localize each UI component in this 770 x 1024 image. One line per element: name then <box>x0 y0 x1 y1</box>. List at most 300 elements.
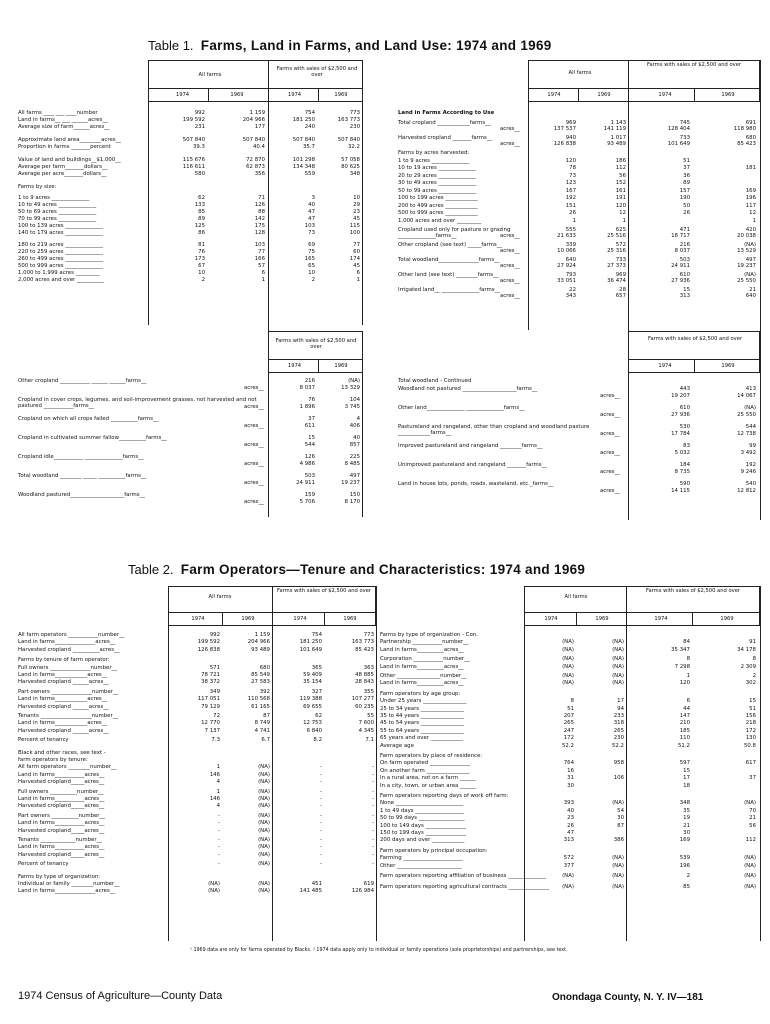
t2-right-value: 51 <box>749 705 756 712</box>
t2-right-value: 218 <box>745 720 756 727</box>
t1-lower-value: 37 <box>308 416 315 422</box>
t1-right-value: 117 <box>745 202 756 209</box>
t1-right-value2: 141 119 <box>603 126 626 133</box>
t1-right-value: 503 <box>679 257 690 263</box>
t1-right-lower-value: 413 <box>745 386 756 392</box>
t1-right-value: 151 <box>565 202 576 209</box>
t1-r-hdr-sales: Farms with sales of $2,500 and over <box>646 62 742 68</box>
t1-right-lower-value: 83 <box>683 443 690 449</box>
t1-left-value: 40.4 <box>252 144 265 150</box>
t2-left-value: 107 277 <box>351 696 374 703</box>
t1-left-label: Average per farm_______dollars__ <box>18 164 108 170</box>
t1-right-lower-value: (NA) <box>744 405 756 411</box>
t1-right-value2: 27 924 <box>557 263 576 270</box>
t1-left-value: 356 <box>254 171 265 177</box>
t1-lower-value2: 5 706 <box>299 498 315 505</box>
footer-right: Onondaga County, N. Y. IV—181 <box>552 992 704 1003</box>
t1-right-sub: acres__ <box>500 248 520 255</box>
t1-left-label: 10 to 49 acres ______________ <box>18 202 97 208</box>
t1-right-value: 22 <box>569 287 576 293</box>
t2-left-value: 392 <box>259 688 270 695</box>
t1-left-value: 3 <box>311 195 315 201</box>
t1-right-lower-value2: 19 207 <box>671 392 690 399</box>
t2-left-label: Farms by tenure of farm operator: <box>18 657 110 664</box>
table2-title-text: Farm Operators—Tenure and Characteristics: 1974 and 1969 <box>180 562 586 577</box>
t1-right-lower-value: 590 <box>679 481 690 487</box>
t1-right-value: 640 <box>565 257 576 263</box>
t1-lower-value2: 406 <box>349 422 360 429</box>
t2-left-value: (NA) <box>208 881 220 887</box>
t2-left-value: 117 051 <box>197 696 220 703</box>
t1-left-value: 40 <box>308 202 315 208</box>
t1-right-sub: acres__ <box>500 278 520 285</box>
t1-right-lower-value: 544 <box>745 424 756 430</box>
t2-left-label: Percent of tenancy <box>18 861 69 868</box>
t1-left-label: 140 to 179 acres ______________ <box>18 230 104 236</box>
t2-right-value: (NA) <box>562 680 574 687</box>
t1-lower-label: Woodland pastured____________________farms__ <box>18 492 145 498</box>
t1-left-value: 559 <box>304 171 315 177</box>
t1-left-value: 181 250 <box>292 117 315 123</box>
t1-right-value: 969 <box>565 120 576 126</box>
t1-lower-sub: acres__ <box>244 498 264 505</box>
t2-right-value: 110 <box>679 735 690 742</box>
t2-right-value: (NA) <box>612 663 624 670</box>
t2-right-label: None _________________________ <box>380 800 464 807</box>
t2-right-value: 2 <box>686 873 690 879</box>
t2-left-label: Land in farms___________acres__ <box>18 771 105 778</box>
t1-right-lower-sub: acres__ <box>600 430 620 437</box>
t2-right-value: 51.2 <box>677 742 690 749</box>
t1-hdr-all-farms: All farms <box>198 72 222 78</box>
t1-right-value2: 93 489 <box>607 141 626 148</box>
t1-lower-label: Cropland in cover crops, legumes, and soil-improvement grasses, not harvested and not pastured ___________farms__ <box>18 397 257 410</box>
t2-left-value: 27 583 <box>251 679 270 686</box>
t2-hdr-sales: Farms with sales of $2,500 and over <box>276 588 372 594</box>
t1-lower-value2: 611 <box>304 422 315 429</box>
t2-right-label: In a rural area, not on a farm ______ <box>380 775 476 782</box>
t2-right-value: 16 <box>567 767 574 774</box>
t1-right-value: 745 <box>679 120 690 126</box>
t2-right-label: 35 to 44 years ________________ <box>380 713 464 719</box>
t2-right-value: (NA) <box>562 663 574 670</box>
t1-right-lower-value2: 12 738 <box>737 430 756 437</box>
t1-right-value: 196 <box>745 195 756 201</box>
t1-right-label: 100 to 199 acres ____________ <box>398 195 478 201</box>
t1-left-value: 39.3 <box>192 144 205 150</box>
t1-right-section-title: Land in Farms According to Use <box>398 110 495 116</box>
t2-left-value: 126 984 <box>351 888 374 895</box>
t1-left-value: 10 <box>198 270 205 276</box>
t1-right-value: 793 <box>565 272 576 278</box>
t1-right-value: 969 <box>615 272 626 278</box>
t2-right-value: 21 <box>683 822 690 829</box>
t1-left-value: 57 058 <box>341 157 360 163</box>
t2-left-value: 93 489 <box>251 646 270 653</box>
t2-r-hdr-sales: Farms with sales of $2,500 and over <box>645 588 741 594</box>
t2-left-value: 12 770 <box>201 720 220 727</box>
t2-left-value: 7 137 <box>204 727 220 734</box>
t1-left-value: 75 <box>308 249 315 255</box>
t1-right-value2: 27 373 <box>607 263 626 270</box>
t2-left-value: (NA) <box>258 881 270 887</box>
t1-right-value: 572 <box>615 242 626 248</box>
t1-left-value: 507 840 <box>292 137 315 143</box>
t1-right-value: 190 <box>679 195 690 201</box>
t1-right-value2: 313 <box>679 293 690 300</box>
t2-right-value: (NA) <box>612 855 624 862</box>
t2-right-value: 40 <box>567 807 574 814</box>
t2-right-value: 35 <box>683 807 690 814</box>
t2-left-value: - <box>320 837 322 843</box>
t1-right-value: 625 <box>615 227 626 233</box>
t1-right-value: 161 <box>615 187 626 194</box>
t1-left-value: 47 <box>308 216 315 222</box>
t1-left-value: 754 <box>304 110 315 116</box>
t2-left-value: 85 549 <box>251 672 270 678</box>
t2-left-value: - <box>372 771 374 778</box>
t1-right-value: 112 <box>615 165 626 171</box>
t2-right-value: 172 <box>563 735 574 742</box>
t1-lower-year-1974: 1974 <box>287 363 302 369</box>
t1-left-value: 115 676 <box>182 157 205 163</box>
t1-right-label: Other land (see text) ________farms__ <box>398 272 499 278</box>
t2-r-hdr-all-farms: All farms <box>564 594 588 600</box>
t2-left-value: - <box>320 796 322 802</box>
t1-year-1974-a: 1974 <box>175 92 190 98</box>
t2-r-year-1969-b: 1969 <box>720 616 734 622</box>
t1-left-value: 1 <box>356 277 360 283</box>
t2-right-value: 6 <box>686 698 690 705</box>
t1-right-lower-label: Other land______________ ______________farms__ <box>398 405 525 411</box>
t2-left-label: Harvested cropland_____acres__ <box>18 851 105 858</box>
t1-right-value2: 25 550 <box>737 278 756 285</box>
t1-left-value: 175 <box>254 223 265 229</box>
t2-right-value: 50.8 <box>743 742 756 749</box>
t1-left-value: 992 <box>194 110 205 116</box>
t1-right-value: 420 <box>745 227 756 233</box>
t2-right-value: (NA) <box>744 873 756 879</box>
t1-right-value: 21 <box>749 287 756 293</box>
t1-right-value: 610 <box>679 272 690 278</box>
t1-right-value2: 101 649 <box>667 141 690 148</box>
t2-right-label: Farm operators by age group: <box>380 690 461 697</box>
t2-left-label: Harvested cropland ______acres__ <box>18 679 109 686</box>
t1-right-label: 10 to 19 acres ______________ <box>398 165 477 171</box>
t1-right-value: 157 <box>679 187 690 194</box>
t1-left-value: 199 592 <box>182 117 205 123</box>
t2-left-value: 451 <box>311 881 322 887</box>
t2-left-value: (NA) <box>258 812 270 819</box>
t2-left-value: 199 592 <box>197 639 220 646</box>
t2-left-value: 146 <box>209 796 220 802</box>
t2-right-value: 196 <box>679 862 690 869</box>
t1-left-value: 173 <box>194 256 205 262</box>
t1-left-value: 60 <box>353 249 360 255</box>
t1-left-label: Proportion in farms _______percent <box>18 144 111 150</box>
t1-left-value: 507 840 <box>182 137 205 143</box>
t2-left-label: Harvested cropland ______acres__ <box>18 727 109 734</box>
t1-right-value2: 128 404 <box>667 126 690 133</box>
t1-left-value: 115 <box>349 223 360 229</box>
t1-left-value: 507 840 <box>337 137 360 143</box>
t2-left-value: (NA) <box>258 844 270 851</box>
t1-left-label: 1 to 9 acres ______________ <box>18 195 90 201</box>
t1-right-value: 120 <box>565 157 576 164</box>
t1-left-value: 23 <box>353 209 360 215</box>
t1-left-label: Farms by size: <box>18 184 57 190</box>
t2-right-value: 539 <box>679 855 690 862</box>
t2-right-value: 17 <box>683 775 690 782</box>
t2-left-value: 754 <box>311 632 322 638</box>
t2-right-label: Land in farms__________acres__ <box>380 646 464 653</box>
table2-title-prefix: Table 2. <box>128 562 174 577</box>
t1-right-value2: 36 474 <box>607 278 626 285</box>
t1-right-value: 339 <box>565 242 576 248</box>
t2-right-label: Land in farms__________acres__ <box>380 680 464 687</box>
t1-right-label: 50 to 99 acres ______________ <box>398 187 477 194</box>
t1-left-value: 2 <box>311 277 315 283</box>
t1-right-value: (NA) <box>744 242 756 248</box>
t1-lower-value2: 857 <box>349 441 360 448</box>
t2-left-value: (NA) <box>258 771 270 778</box>
t2-right-label: Under 25 years ________________ <box>380 698 467 705</box>
t1-left-value: 6 <box>356 270 360 276</box>
t2-right-label: Other ________________number__ <box>380 673 467 679</box>
t1-lower-value: 126 <box>304 454 315 460</box>
t1-right-value: 733 <box>615 257 626 263</box>
t1-left-label: 70 to 99 acres ______________ <box>18 216 97 222</box>
t1-lower-value2: 544 <box>304 441 315 448</box>
t2-left-value: - <box>372 844 374 851</box>
table1-title-prefix: Table 1. <box>148 38 194 53</box>
t2-left-value: 119 388 <box>299 696 322 703</box>
t1-right-sub: acres__ <box>500 141 520 148</box>
t1-right-value: 15 <box>683 287 690 293</box>
t2-right-value: 84 <box>683 639 690 646</box>
t2-left-value: - <box>320 788 322 795</box>
t1-left-value: 47 <box>308 209 315 215</box>
t1-right-value2: 137 537 <box>553 126 576 133</box>
t2-right-value: (NA) <box>562 884 574 891</box>
t2-right-value: 52.2 <box>611 742 624 749</box>
t1-lower-label: Cropland on which all crops failed __________farms__ <box>18 416 159 422</box>
t2-right-label: Average age <box>380 742 414 749</box>
t1-right-lower-sub: acres__ <box>600 468 620 475</box>
t2-right-label: 45 to 54 years ________________ <box>380 720 464 727</box>
t1-year-1969-b: 1969 <box>334 92 348 98</box>
t2-right-value: 70 <box>749 807 756 814</box>
t2-left-value: (NA) <box>258 837 270 843</box>
t1-left-value: 89 <box>198 216 205 222</box>
t1-right-sub: acres__ <box>500 263 520 270</box>
t2-left-value: 38 372 <box>201 679 220 686</box>
t2-left-label: All farm operators ___________number__ <box>18 632 125 638</box>
t2-right-label: Land in farms__________acres__ <box>380 663 464 670</box>
table2-title <box>128 562 585 577</box>
t2-left-value: 8 749 <box>254 720 270 727</box>
t1-right-value2: 25 316 <box>607 248 626 255</box>
t1-left-value: 231 <box>194 124 205 130</box>
t2-left-value: 571 <box>209 664 220 671</box>
t2-right-label: 55 to 64 years ________________ <box>380 727 464 734</box>
t2-right-value: 2 <box>752 673 756 679</box>
t2-right-value: 377 <box>563 862 574 869</box>
t1-left-value: 1 159 <box>249 110 265 116</box>
t1-left-label: 220 to 259 acres ______________ <box>18 249 104 255</box>
t2-right-value: 30 <box>617 815 624 822</box>
t1-right-value: 1 <box>572 217 576 224</box>
t2-left-value: 4 345 <box>358 727 374 734</box>
t1-right-value2: 640 <box>745 293 756 300</box>
t2-right-label: Farm operators reporting affiliation of business ______________ <box>380 873 546 879</box>
t1-lower-value2: 8 170 <box>344 498 360 505</box>
t2-left-value: 181 250 <box>299 639 322 646</box>
t1-lower-label: Total woodland ________ _____ __________farms__ <box>18 473 147 479</box>
t1-left-label: 500 to 999 acres ______________ <box>18 263 104 269</box>
t2-left-value: 62 <box>315 713 322 719</box>
t1-left-value: 133 <box>194 202 205 208</box>
t2-left-value: 141 485 <box>299 888 322 895</box>
t1-right-value: 471 <box>679 227 690 233</box>
t2-year-1974-a: 1974 <box>191 616 205 622</box>
t2-left-value: 79 129 <box>201 703 220 710</box>
t1-right-value: 152 <box>615 180 626 186</box>
t1-left-value: 348 <box>349 171 360 177</box>
t1-right-lower-value2: 5 032 <box>674 449 690 456</box>
t2-left-label: Land in farms___________acres__ <box>18 796 105 802</box>
t2-right-value: 8 <box>570 698 574 705</box>
t2-r-year-1969-a: 1969 <box>595 616 609 622</box>
t1-left-value: 2 <box>201 277 205 283</box>
t1-left-value: 101 298 <box>292 157 315 163</box>
t2-right-value: 94 <box>617 705 624 712</box>
t2-right-value: 47 <box>567 830 574 836</box>
t1-left-value: 73 <box>308 230 315 236</box>
t2-left-value: 110 568 <box>247 696 270 703</box>
t1-left-value: 35.7 <box>302 144 315 150</box>
t1-right-value: 186 <box>615 157 626 164</box>
t2-left-value: - <box>218 851 220 858</box>
t2-right-value: 764 <box>563 760 574 767</box>
t2-left-value: 4 <box>216 779 220 786</box>
t1-left-label: Average size of farm______acres__ <box>18 124 110 130</box>
t1-left-value: 76 <box>198 249 205 255</box>
t2-right-value: 30 <box>567 782 574 789</box>
t1-left-value: 126 <box>254 202 265 208</box>
t2-right-label: 65 years and over ____________ <box>380 735 464 742</box>
t2-left-value: - <box>320 820 322 827</box>
t1-lower-sub: acres__ <box>244 441 264 448</box>
t2-right-value: 35 347 <box>671 646 690 653</box>
t2-right-value: (NA) <box>612 639 624 646</box>
t1-right-lower-value2: 25 550 <box>737 411 756 418</box>
t2-right-value: 265 <box>563 720 574 727</box>
t1-right-value: 12 <box>619 210 626 216</box>
t1-right-lower-label: Unimproved pastureland and rangeland _______farms__ <box>398 462 547 468</box>
t2-right-value: 18 <box>683 782 690 789</box>
t2-right-value: (NA) <box>744 800 756 807</box>
t2-left-value: 85 423 <box>355 646 374 653</box>
t2-left-value: 7.3 <box>211 737 220 744</box>
t1-lower-value: 40 <box>353 435 360 441</box>
t2-right-value: 51 <box>567 705 574 712</box>
t1-left-value: 62 873 <box>246 164 265 170</box>
t2-left-value: 28 843 <box>355 679 374 686</box>
t1-left-value: 80 625 <box>341 164 360 170</box>
t1-lower-label: Other cropland ___________ ______ ______farms__ <box>18 378 147 384</box>
t2-left-value: - <box>372 779 374 786</box>
t1-right-value: 191 <box>615 195 626 201</box>
t1-left-label: Value of land and buildings__$1,000__ <box>18 157 121 163</box>
t1-right-lower-sub: acres__ <box>600 487 620 494</box>
t1-left-value: 71 <box>258 195 265 201</box>
t2-right-value: 112 <box>745 837 756 844</box>
t1-right-lower-label: Pastureland and rangeland, other than cropland and woodland pasture ____________farms__ <box>398 424 590 437</box>
t2-right-value: 54 <box>617 807 624 814</box>
t2-right-value: 2 309 <box>740 663 756 670</box>
t2-right-value: 230 <box>613 735 624 742</box>
t1-left-value: 29 <box>353 202 360 208</box>
t2-right-value: 8 <box>686 656 690 663</box>
t1-right-value: 1 017 <box>610 135 626 141</box>
t1-right-lower-label: Woodland not pastured ____________________farms__ <box>398 386 538 392</box>
t2-left-value: 4 741 <box>254 727 270 734</box>
t1-left-value: 165 <box>304 256 315 262</box>
t2-left-value: - <box>372 803 374 810</box>
t2-left-value: 35 154 <box>303 679 322 686</box>
t1-year-1969-a: 1969 <box>230 92 244 98</box>
t1-left-value: 77 <box>353 242 360 248</box>
t2-left-value: (NA) <box>258 888 270 895</box>
t2-right-value: 15 <box>683 767 690 774</box>
t2-right-value: (NA) <box>612 646 624 653</box>
t2-right-label: On farm operated _______________ <box>380 760 471 767</box>
t1-left-value: 88 <box>258 209 265 215</box>
t2-left-value: 78 721 <box>201 672 220 678</box>
t1-right-value: 216 <box>679 242 690 248</box>
t2-left-value: (NA) <box>258 796 270 802</box>
t2-right-label: Farm operators by place of residence: <box>380 753 483 759</box>
t2-right-value: 30 <box>683 830 690 836</box>
t2-right-value: 130 <box>745 735 756 742</box>
t2-left-value: 6.7 <box>261 737 270 744</box>
t2-right-value: 52.2 <box>561 742 574 749</box>
t2-right-value: 302 <box>745 680 756 687</box>
t1-left-value: 163 773 <box>337 117 360 123</box>
t2-left-value: (NA) <box>208 888 220 895</box>
t2-left-value: - <box>372 820 374 827</box>
t2-left-value: - <box>372 812 374 819</box>
t1-left-value: 57 <box>258 263 265 269</box>
t1-left-label: Average per acre_______dollars__ <box>18 171 107 177</box>
t1-right-value: 680 <box>745 135 756 141</box>
t2-left-value: - <box>372 861 374 868</box>
t2-left-value: 69 655 <box>303 703 322 710</box>
t2-left-value: - <box>320 771 322 778</box>
t1-right-value: 167 <box>565 187 576 194</box>
t1-right-value: 36 <box>683 172 690 179</box>
t2-left-value: 8.2 <box>313 737 322 744</box>
t2-left-value: - <box>320 861 322 868</box>
t1-right-lower-value2: 27 936 <box>671 411 690 418</box>
t1-right-value: 120 <box>615 202 626 209</box>
t1-lower-sub: acres__ <box>244 403 264 410</box>
t1-right-value: 50 <box>683 202 690 209</box>
t2-left-value: 72 <box>213 713 220 719</box>
t2-left-value: - <box>320 827 322 834</box>
t1-left-value: 45 <box>353 216 360 222</box>
